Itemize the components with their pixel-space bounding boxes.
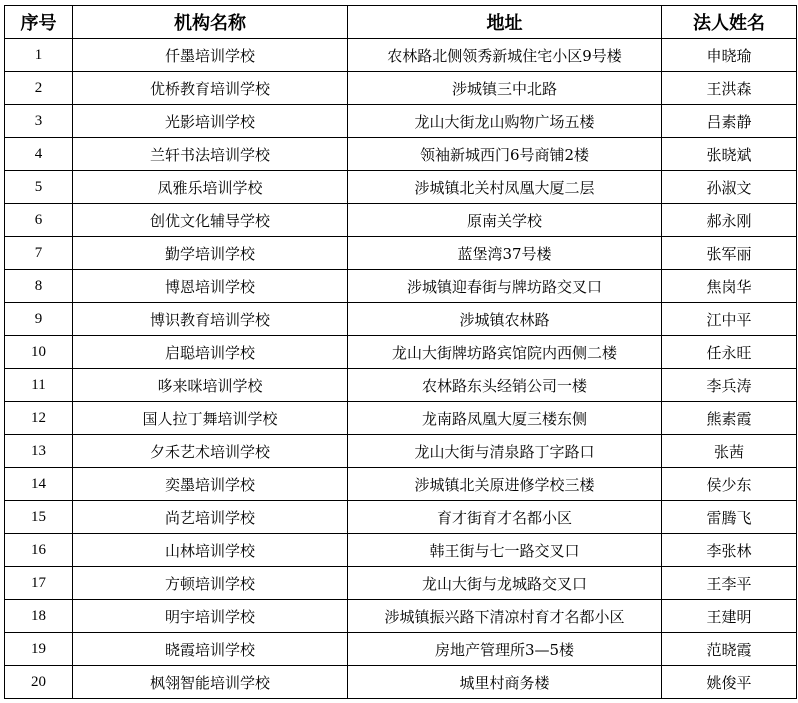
address-cell: 韩王街与七一路交叉口 — [348, 534, 662, 567]
representative-cell: 申晓瑜 — [662, 39, 797, 72]
address-cell: 领袖新城西门6号商铺2楼 — [348, 138, 662, 171]
address-cell: 龙南路凤凰大厦三楼东侧 — [348, 402, 662, 435]
institution-name-cell: 兰轩书法培训学校 — [73, 138, 348, 171]
row-index-cell: 6 — [5, 204, 73, 237]
representative-cell: 张晓斌 — [662, 138, 797, 171]
row-index-cell: 2 — [5, 72, 73, 105]
row-index-cell: 12 — [5, 402, 73, 435]
table-row — [5, 600, 797, 633]
address-cell: 城里村商务楼 — [348, 666, 662, 699]
table-row — [5, 237, 797, 270]
row-index-cell: 3 — [5, 105, 73, 138]
representative-cell: 孙淑文 — [662, 171, 797, 204]
representative-cell: 姚俊平 — [662, 666, 797, 699]
table-row — [5, 435, 797, 468]
representative-cell: 王洪森 — [662, 72, 797, 105]
representative-cell: 郝永刚 — [662, 204, 797, 237]
institution-name-cell: 启聪培训学校 — [73, 336, 348, 369]
address-cell: 农林路东头经销公司一楼 — [348, 369, 662, 402]
row-index-cell: 14 — [5, 468, 73, 501]
representative-cell: 雷腾飞 — [662, 501, 797, 534]
institution-name-cell: 山林培训学校 — [73, 534, 348, 567]
institution-name-cell: 明宇培训学校 — [73, 600, 348, 633]
institution-name-cell: 博恩培训学校 — [73, 270, 348, 303]
row-index-cell: 7 — [5, 237, 73, 270]
table-row — [5, 468, 797, 501]
institution-name-cell: 勤学培训学校 — [73, 237, 348, 270]
header-name: 机构名称 — [73, 6, 348, 39]
table-row — [5, 567, 797, 600]
table-row — [5, 534, 797, 567]
institution-table — [4, 5, 797, 699]
representative-cell: 吕素静 — [662, 105, 797, 138]
representative-cell: 焦岗华 — [662, 270, 797, 303]
table-row — [5, 204, 797, 237]
address-cell: 龙山大街与清泉路丁字路口 — [348, 435, 662, 468]
address-cell: 涉城镇迎春街与牌坊路交叉口 — [348, 270, 662, 303]
table-row — [5, 72, 797, 105]
row-index-cell: 11 — [5, 369, 73, 402]
table-row — [5, 369, 797, 402]
row-index-cell: 4 — [5, 138, 73, 171]
institution-name-cell: 枫翎智能培训学校 — [73, 666, 348, 699]
row-index-cell: 13 — [5, 435, 73, 468]
table-row — [5, 633, 797, 666]
address-cell: 蓝堡湾37号楼 — [348, 237, 662, 270]
representative-cell: 熊素霞 — [662, 402, 797, 435]
row-index-cell: 17 — [5, 567, 73, 600]
address-cell: 涉城镇振兴路下清凉村育才名都小区 — [348, 600, 662, 633]
row-index-cell: 8 — [5, 270, 73, 303]
institution-name-cell: 创优文化辅导学校 — [73, 204, 348, 237]
row-index-cell: 16 — [5, 534, 73, 567]
representative-cell: 张军丽 — [662, 237, 797, 270]
address-cell: 龙山大街与龙城路交叉口 — [348, 567, 662, 600]
row-index-cell: 5 — [5, 171, 73, 204]
address-cell: 原南关学校 — [348, 204, 662, 237]
header-index: 序号 — [5, 6, 73, 39]
row-index-cell: 20 — [5, 666, 73, 699]
table-row — [5, 402, 797, 435]
table-row — [5, 39, 797, 72]
table-row — [5, 336, 797, 369]
address-cell: 龙山大街龙山购物广场五楼 — [348, 105, 662, 138]
representative-cell: 李兵涛 — [662, 369, 797, 402]
institution-name-cell: 夕禾艺术培训学校 — [73, 435, 348, 468]
institution-name-cell: 尚艺培训学校 — [73, 501, 348, 534]
table-row — [5, 303, 797, 336]
row-index-cell: 1 — [5, 39, 73, 72]
institution-name-cell: 仟墨培训学校 — [73, 39, 348, 72]
address-cell: 房地产管理所3—5楼 — [348, 633, 662, 666]
table-row — [5, 138, 797, 171]
address-cell: 龙山大街牌坊路宾馆院内西侧二楼 — [348, 336, 662, 369]
header-address: 地址 — [348, 6, 662, 39]
institution-name-cell: 哆来咪培训学校 — [73, 369, 348, 402]
header-representative: 法人姓名 — [662, 6, 797, 39]
table-body — [5, 39, 797, 699]
address-cell: 育才街育才名都小区 — [348, 501, 662, 534]
institution-name-cell: 优桥教育培训学校 — [73, 72, 348, 105]
header-row — [5, 6, 797, 39]
institution-name-cell: 凤雅乐培训学校 — [73, 171, 348, 204]
representative-cell: 王建明 — [662, 600, 797, 633]
institution-name-cell: 奕墨培训学校 — [73, 468, 348, 501]
row-index-cell: 10 — [5, 336, 73, 369]
institution-name-cell: 晓霞培训学校 — [73, 633, 348, 666]
representative-cell: 张茜 — [662, 435, 797, 468]
representative-cell: 侯少东 — [662, 468, 797, 501]
row-index-cell: 19 — [5, 633, 73, 666]
table-row — [5, 171, 797, 204]
row-index-cell: 18 — [5, 600, 73, 633]
representative-cell: 李张林 — [662, 534, 797, 567]
table-row — [5, 105, 797, 138]
institution-name-cell: 光影培训学校 — [73, 105, 348, 138]
institution-name-cell: 博识教育培训学校 — [73, 303, 348, 336]
representative-cell: 任永旺 — [662, 336, 797, 369]
address-cell: 涉城镇北关原进修学校三楼 — [348, 468, 662, 501]
address-cell: 涉城镇北关村凤凰大厦二层 — [348, 171, 662, 204]
institution-name-cell: 国人拉丁舞培训学校 — [73, 402, 348, 435]
address-cell: 涉城镇三中北路 — [348, 72, 662, 105]
table-row — [5, 666, 797, 699]
row-index-cell: 15 — [5, 501, 73, 534]
representative-cell: 江中平 — [662, 303, 797, 336]
table-row — [5, 501, 797, 534]
address-cell: 涉城镇农林路 — [348, 303, 662, 336]
table-row — [5, 270, 797, 303]
representative-cell: 范晓霞 — [662, 633, 797, 666]
representative-cell: 王李平 — [662, 567, 797, 600]
row-index-cell: 9 — [5, 303, 73, 336]
institution-name-cell: 方顿培训学校 — [73, 567, 348, 600]
address-cell: 农林路北侧领秀新城住宅小区9号楼 — [348, 39, 662, 72]
